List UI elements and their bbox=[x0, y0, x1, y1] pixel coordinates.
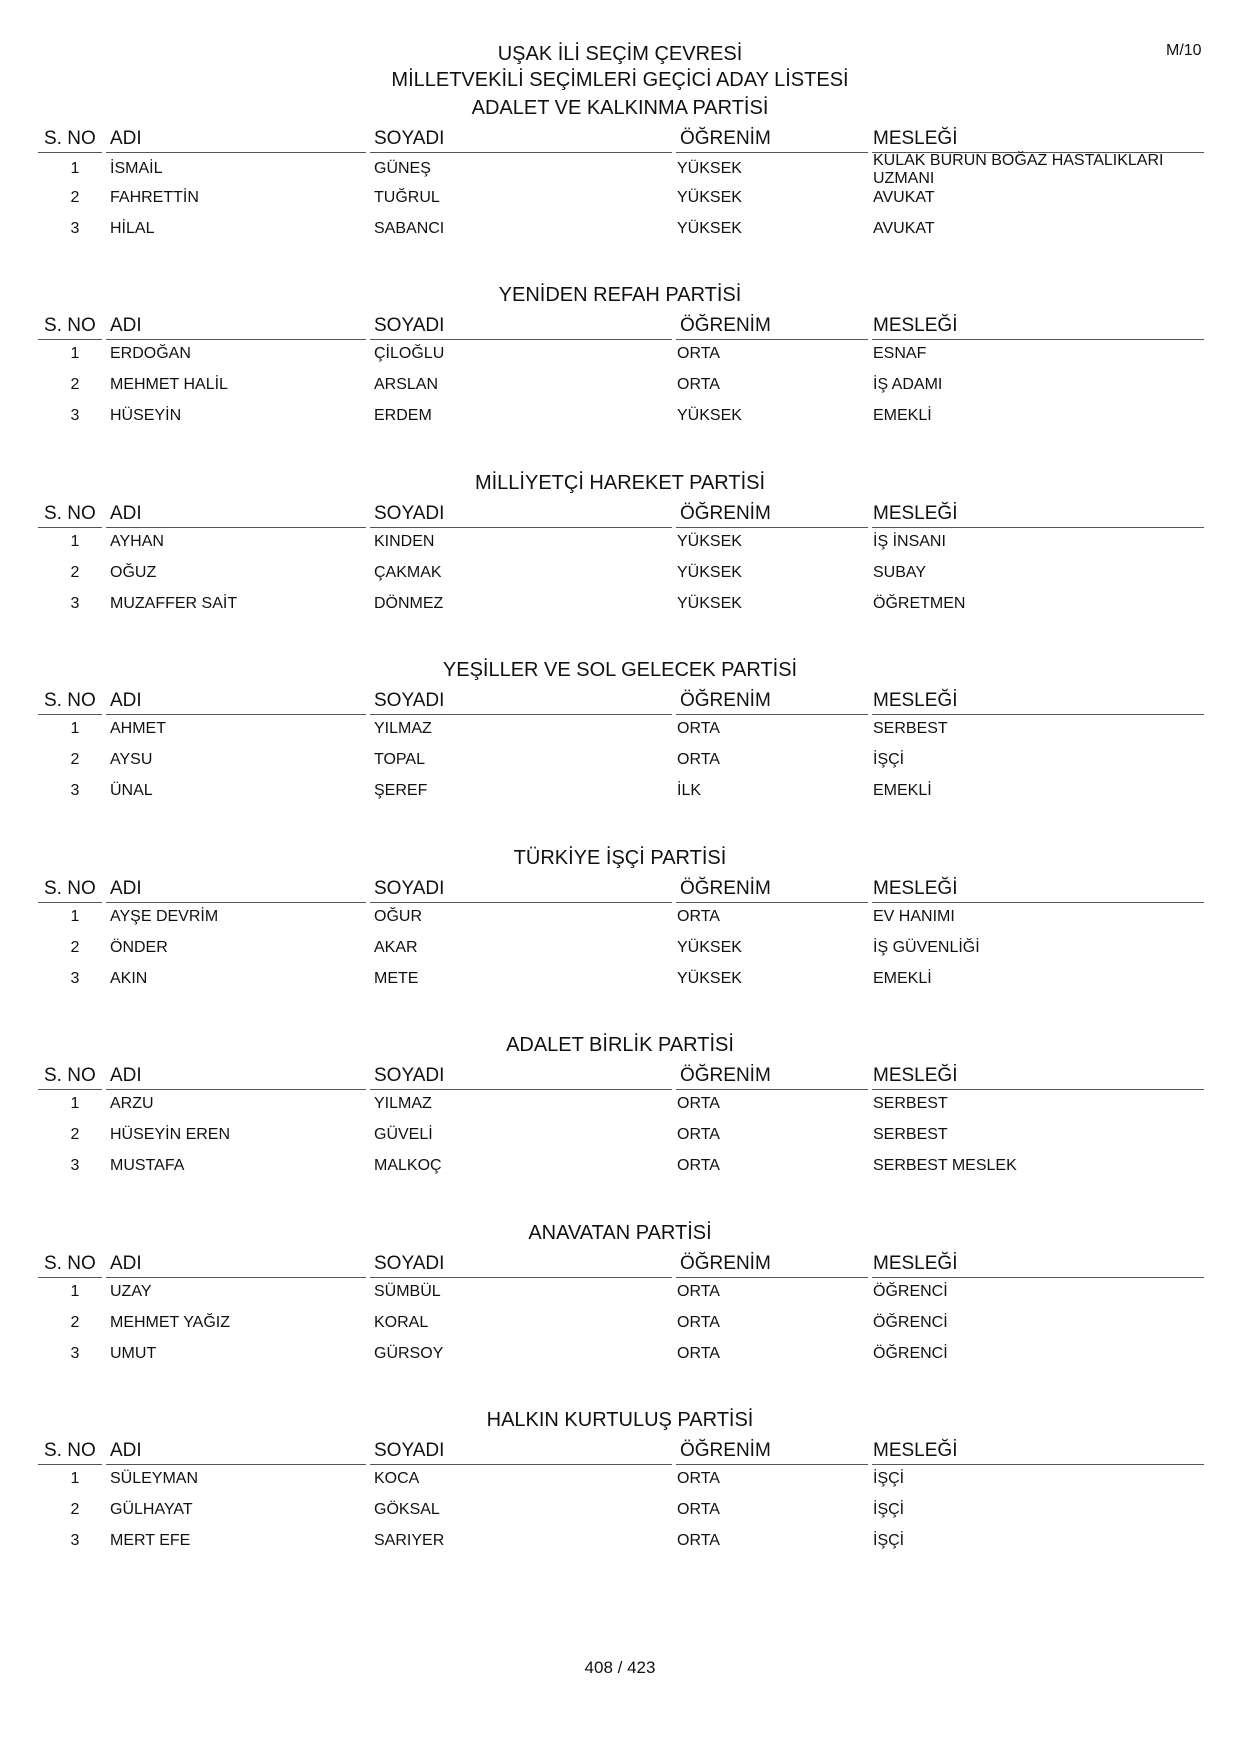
column-header-adi: ADI bbox=[110, 315, 142, 336]
meslek-cell: EV HANIMI bbox=[873, 908, 955, 925]
document-title-line1: UŞAK İLİ SEÇİM ÇEVRESİ bbox=[497, 43, 743, 65]
column-header-adi: ADI bbox=[110, 690, 142, 711]
ogrenim-cell: YÜKSEK bbox=[677, 407, 742, 424]
table-row bbox=[0, 189, 1240, 213]
sno-cell: 3 bbox=[70, 595, 80, 612]
sno-cell: 3 bbox=[70, 782, 80, 799]
table-row bbox=[0, 1314, 1240, 1338]
column-header-meslek: MESLEĞİ bbox=[873, 315, 958, 336]
header-underline bbox=[370, 1277, 672, 1278]
column-header-adi: ADI bbox=[110, 1065, 142, 1086]
sno-cell: 2 bbox=[70, 1126, 80, 1143]
header-underline bbox=[676, 527, 868, 528]
meslek-cell: ÖĞRENCİ bbox=[873, 1345, 948, 1362]
soyadi-cell: SARIYER bbox=[374, 1532, 445, 1549]
column-header-sno: S. NO bbox=[44, 128, 96, 149]
sno-cell: 1 bbox=[70, 1470, 80, 1487]
adi-cell: HİLAL bbox=[110, 220, 155, 237]
meslek-cell: ÖĞRENCİ bbox=[873, 1314, 948, 1331]
table-row bbox=[0, 1095, 1240, 1119]
meslek-cell: SERBEST bbox=[873, 1126, 948, 1143]
meslek-cell: İŞÇİ bbox=[873, 1501, 905, 1518]
ogrenim-cell: YÜKSEK bbox=[677, 533, 742, 550]
table-row bbox=[0, 564, 1240, 588]
ogrenim-cell: YÜKSEK bbox=[677, 189, 742, 206]
header-underline bbox=[38, 339, 102, 340]
soyadi-cell: OĞUR bbox=[374, 908, 422, 925]
meslek-cell: İŞÇİ bbox=[873, 1470, 905, 1487]
column-header-soyadi: SOYADI bbox=[374, 503, 445, 524]
column-header-soyadi: SOYADI bbox=[374, 315, 445, 336]
ogrenim-cell: YÜKSEK bbox=[677, 160, 742, 177]
soyadi-cell: ŞEREF bbox=[374, 782, 428, 799]
party-section bbox=[0, 283, 1240, 443]
table-row bbox=[0, 595, 1240, 619]
ogrenim-cell: YÜKSEK bbox=[677, 970, 742, 987]
header-underline bbox=[370, 902, 672, 903]
ogrenim-cell: ORTA bbox=[677, 1345, 720, 1362]
sno-cell: 1 bbox=[70, 908, 80, 925]
adi-cell: MEHMET YAĞIZ bbox=[110, 1314, 231, 1331]
meslek-cell: AVUKAT bbox=[873, 189, 935, 206]
adi-cell: ERDOĞAN bbox=[110, 345, 191, 362]
sno-cell: 3 bbox=[70, 407, 80, 424]
header-underline bbox=[676, 1089, 868, 1090]
table-row bbox=[0, 1126, 1240, 1150]
meslek-cell: KULAK BURUN BOĞAZ HASTALIKLARI UZMANI bbox=[873, 152, 1164, 187]
adi-cell: HÜSEYİN bbox=[110, 407, 182, 424]
sno-cell: 2 bbox=[70, 1501, 80, 1518]
column-header-sno: S. NO bbox=[44, 1253, 96, 1274]
soyadi-cell: ARSLAN bbox=[374, 376, 439, 393]
meslek-cell: SUBAY bbox=[873, 564, 927, 581]
column-header-adi: ADI bbox=[110, 878, 142, 899]
ogrenim-cell: ORTA bbox=[677, 1126, 720, 1143]
sno-cell: 3 bbox=[70, 970, 80, 987]
adi-cell: FAHRETTİN bbox=[110, 189, 199, 206]
party-title: HALKIN KURTULUŞ PARTİSİ bbox=[486, 1409, 754, 1431]
meslek-cell: ÖĞRENCİ bbox=[873, 1283, 948, 1300]
adi-cell: AYSU bbox=[110, 751, 153, 768]
party-title: ADALET BİRLİK PARTİSİ bbox=[506, 1034, 734, 1056]
table-row bbox=[0, 970, 1240, 994]
sno-cell: 1 bbox=[70, 533, 80, 550]
column-header-soyadi: SOYADI bbox=[374, 878, 445, 899]
table-row bbox=[0, 751, 1240, 775]
meslek-cell: SERBEST bbox=[873, 720, 948, 737]
header-underline bbox=[872, 1464, 1204, 1465]
adi-cell: MUZAFFER SAİT bbox=[110, 595, 238, 612]
column-header-ogrenim: ÖĞRENİM bbox=[680, 128, 771, 149]
adi-cell: AYŞE DEVRİM bbox=[110, 908, 219, 925]
adi-cell: SÜLEYMAN bbox=[110, 1470, 199, 1487]
soyadi-cell: KINDEN bbox=[374, 533, 435, 550]
adi-cell: ÜNAL bbox=[110, 782, 153, 799]
column-header-ogrenim: ÖĞRENİM bbox=[680, 315, 771, 336]
header-underline bbox=[38, 1277, 102, 1278]
column-header-meslek: MESLEĞİ bbox=[873, 690, 958, 711]
soyadi-cell: TOPAL bbox=[374, 751, 425, 768]
party-title: YEŞİLLER VE SOL GELECEK PARTİSİ bbox=[442, 659, 798, 681]
table-row bbox=[0, 720, 1240, 744]
soyadi-cell: SABANCI bbox=[374, 220, 445, 237]
table-row bbox=[0, 1532, 1240, 1556]
sno-cell: 2 bbox=[70, 376, 80, 393]
table-row bbox=[0, 345, 1240, 369]
sno-cell: 1 bbox=[70, 1283, 80, 1300]
ogrenim-cell: ORTA bbox=[677, 1501, 720, 1518]
sno-cell: 1 bbox=[70, 720, 80, 737]
column-header-meslek: MESLEĞİ bbox=[873, 1253, 958, 1274]
column-header-adi: ADI bbox=[110, 128, 142, 149]
header-underline bbox=[370, 339, 672, 340]
column-header-sno: S. NO bbox=[44, 690, 96, 711]
party-title: ADALET VE KALKINMA PARTİSİ bbox=[471, 97, 769, 119]
header-underline bbox=[38, 527, 102, 528]
sno-cell: 3 bbox=[70, 1532, 80, 1549]
adi-cell: UMUT bbox=[110, 1345, 157, 1362]
soyadi-cell: SÜMBÜL bbox=[374, 1283, 441, 1300]
column-header-soyadi: SOYADI bbox=[374, 690, 445, 711]
column-header-meslek: MESLEĞİ bbox=[873, 1065, 958, 1086]
header-underline bbox=[106, 527, 366, 528]
table-row bbox=[0, 376, 1240, 400]
adi-cell: ÖNDER bbox=[110, 939, 168, 956]
soyadi-cell: ÇAKMAK bbox=[374, 564, 442, 581]
soyadi-cell: GÜNEŞ bbox=[374, 160, 431, 177]
adi-cell: GÜLHAYAT bbox=[110, 1501, 193, 1518]
header-underline bbox=[676, 714, 868, 715]
meslek-cell: ESNAF bbox=[873, 345, 927, 362]
column-header-adi: ADI bbox=[110, 503, 142, 524]
party-section bbox=[0, 1408, 1240, 1568]
column-header-sno: S. NO bbox=[44, 1440, 96, 1461]
column-header-ogrenim: ÖĞRENİM bbox=[680, 1253, 771, 1274]
soyadi-cell: KORAL bbox=[374, 1314, 429, 1331]
header-underline bbox=[872, 1277, 1204, 1278]
sno-cell: 2 bbox=[70, 939, 80, 956]
sno-cell: 1 bbox=[70, 345, 80, 362]
ogrenim-cell: ORTA bbox=[677, 1470, 720, 1487]
adi-cell: OĞUZ bbox=[110, 564, 157, 581]
header-underline bbox=[872, 902, 1204, 903]
column-header-ogrenim: ÖĞRENİM bbox=[680, 1440, 771, 1461]
column-header-sno: S. NO bbox=[44, 1065, 96, 1086]
header-underline bbox=[106, 902, 366, 903]
party-section bbox=[0, 1033, 1240, 1193]
ogrenim-cell: ORTA bbox=[677, 345, 720, 362]
party-section bbox=[0, 471, 1240, 631]
table-row bbox=[0, 407, 1240, 431]
column-header-meslek: MESLEĞİ bbox=[873, 1440, 958, 1461]
soyadi-cell: GÖKSAL bbox=[374, 1501, 440, 1518]
meslek-cell: İŞÇİ bbox=[873, 751, 905, 768]
ogrenim-cell: YÜKSEK bbox=[677, 220, 742, 237]
party-section bbox=[0, 1221, 1240, 1381]
header-underline bbox=[872, 339, 1204, 340]
table-row bbox=[0, 1470, 1240, 1494]
sno-cell: 2 bbox=[70, 564, 80, 581]
meslek-cell: İŞ GÜVENLİĞİ bbox=[873, 939, 980, 956]
header-underline bbox=[38, 1089, 102, 1090]
sno-cell: 3 bbox=[70, 220, 80, 237]
ogrenim-cell: ORTA bbox=[677, 376, 720, 393]
column-header-adi: ADI bbox=[110, 1440, 142, 1461]
header-underline bbox=[106, 714, 366, 715]
sno-cell: 3 bbox=[70, 1345, 80, 1362]
table-row bbox=[0, 939, 1240, 963]
party-section bbox=[0, 658, 1240, 818]
sno-cell: 2 bbox=[70, 751, 80, 768]
header-underline bbox=[676, 1277, 868, 1278]
meslek-cell: EMEKLİ bbox=[873, 970, 932, 987]
soyadi-cell: YILMAZ bbox=[374, 1095, 432, 1112]
adi-cell: HÜSEYİN EREN bbox=[110, 1126, 231, 1143]
ogrenim-cell: ORTA bbox=[677, 1283, 720, 1300]
meslek-cell: EMEKLİ bbox=[873, 407, 932, 424]
column-header-meslek: MESLEĞİ bbox=[873, 503, 958, 524]
table-row bbox=[0, 533, 1240, 557]
header-underline bbox=[38, 902, 102, 903]
sno-cell: 2 bbox=[70, 1314, 80, 1331]
meslek-cell: EMEKLİ bbox=[873, 782, 932, 799]
adi-cell: AYHAN bbox=[110, 533, 164, 550]
column-header-ogrenim: ÖĞRENİM bbox=[680, 690, 771, 711]
ogrenim-cell: YÜKSEK bbox=[677, 564, 742, 581]
meslek-cell: İŞÇİ bbox=[873, 1532, 905, 1549]
soyadi-cell: DÖNMEZ bbox=[374, 595, 444, 612]
adi-cell: MEHMET HALİL bbox=[110, 376, 228, 393]
header-underline bbox=[38, 1464, 102, 1465]
soyadi-cell: YILMAZ bbox=[374, 720, 432, 737]
soyadi-cell: TUĞRUL bbox=[374, 189, 440, 206]
header-underline bbox=[370, 1464, 672, 1465]
sno-cell: 1 bbox=[70, 160, 80, 177]
table-row bbox=[0, 1157, 1240, 1181]
meslek-cell: İŞ ADAMI bbox=[873, 376, 943, 393]
header-underline bbox=[106, 1277, 366, 1278]
adi-cell: UZAY bbox=[110, 1283, 152, 1300]
table-row bbox=[0, 782, 1240, 806]
adi-cell: MUSTAFA bbox=[110, 1157, 185, 1174]
meslek-cell: SERBEST bbox=[873, 1095, 948, 1112]
page-number: 408 / 423 bbox=[584, 1658, 656, 1677]
party-title: ANAVATAN PARTİSİ bbox=[528, 1222, 712, 1244]
sno-cell: 3 bbox=[70, 1157, 80, 1174]
party-title: MİLLİYETÇİ HAREKET PARTİSİ bbox=[474, 472, 766, 494]
sno-cell: 1 bbox=[70, 1095, 80, 1112]
meslek-cell: ÖĞRETMEN bbox=[873, 595, 966, 612]
adi-cell: AHMET bbox=[110, 720, 166, 737]
header-underline bbox=[676, 902, 868, 903]
header-underline bbox=[106, 1464, 366, 1465]
soyadi-cell: AKAR bbox=[374, 939, 418, 956]
party-section bbox=[0, 96, 1240, 256]
ogrenim-cell: ORTA bbox=[677, 751, 720, 768]
column-header-meslek: MESLEĞİ bbox=[873, 128, 958, 149]
soyadi-cell: KOCA bbox=[374, 1470, 420, 1487]
table-row bbox=[0, 1345, 1240, 1369]
ogrenim-cell: İLK bbox=[677, 782, 702, 799]
ogrenim-cell: YÜKSEK bbox=[677, 595, 742, 612]
ogrenim-cell: ORTA bbox=[677, 1095, 720, 1112]
table-row bbox=[0, 220, 1240, 244]
meslek-cell: AVUKAT bbox=[873, 220, 935, 237]
column-header-soyadi: SOYADI bbox=[374, 1253, 445, 1274]
column-header-soyadi: SOYADI bbox=[374, 128, 445, 149]
adi-cell: MERT EFE bbox=[110, 1532, 191, 1549]
column-header-ogrenim: ÖĞRENİM bbox=[680, 503, 771, 524]
header-underline bbox=[676, 1464, 868, 1465]
ogrenim-cell: ORTA bbox=[677, 720, 720, 737]
column-header-sno: S. NO bbox=[44, 315, 96, 336]
ogrenim-cell: YÜKSEK bbox=[677, 939, 742, 956]
ogrenim-cell: ORTA bbox=[677, 1314, 720, 1331]
adi-cell: AKIN bbox=[110, 970, 148, 987]
header-underline bbox=[370, 714, 672, 715]
soyadi-cell: ERDEM bbox=[374, 407, 432, 424]
column-header-soyadi: SOYADI bbox=[374, 1440, 445, 1461]
soyadi-cell: METE bbox=[374, 970, 419, 987]
column-header-sno: S. NO bbox=[44, 878, 96, 899]
soyadi-cell: ÇİLOĞLU bbox=[374, 345, 445, 362]
table-row bbox=[0, 1283, 1240, 1307]
meslek-cell: İŞ İNSANI bbox=[873, 533, 946, 550]
column-header-ogrenim: ÖĞRENİM bbox=[680, 878, 771, 899]
soyadi-cell: GÜVELİ bbox=[374, 1126, 433, 1143]
adi-cell: ARZU bbox=[110, 1095, 154, 1112]
header-underline bbox=[106, 339, 366, 340]
ogrenim-cell: ORTA bbox=[677, 1532, 720, 1549]
header-underline bbox=[370, 1089, 672, 1090]
sno-cell: 2 bbox=[70, 189, 80, 206]
ogrenim-cell: ORTA bbox=[677, 908, 720, 925]
form-code: M/10 bbox=[1166, 42, 1202, 59]
party-title: TÜRKİYE İŞÇİ PARTİSİ bbox=[513, 847, 727, 869]
adi-cell: İSMAİL bbox=[110, 160, 163, 177]
header-underline bbox=[872, 527, 1204, 528]
column-header-meslek: MESLEĞİ bbox=[873, 878, 958, 899]
soyadi-cell: GÜRSOY bbox=[374, 1345, 444, 1362]
header-underline bbox=[872, 714, 1204, 715]
header-underline bbox=[676, 339, 868, 340]
header-underline bbox=[106, 1089, 366, 1090]
soyadi-cell: MALKOÇ bbox=[374, 1157, 442, 1174]
table-row bbox=[0, 908, 1240, 932]
header-underline bbox=[872, 1089, 1204, 1090]
party-section bbox=[0, 846, 1240, 1006]
header-underline bbox=[38, 714, 102, 715]
column-header-ogrenim: ÖĞRENİM bbox=[680, 1065, 771, 1086]
column-header-adi: ADI bbox=[110, 1253, 142, 1274]
ogrenim-cell: ORTA bbox=[677, 1157, 720, 1174]
table-row bbox=[0, 152, 1240, 187]
party-title: YENİDEN REFAH PARTİSİ bbox=[498, 284, 742, 306]
header-underline bbox=[370, 527, 672, 528]
document-title-line2: MİLLETVEKİLİ SEÇİMLERİ GEÇİCİ ADAY LİSTESİ bbox=[391, 69, 849, 91]
column-header-soyadi: SOYADI bbox=[374, 1065, 445, 1086]
meslek-cell: SERBEST MESLEK bbox=[873, 1157, 1017, 1174]
table-row bbox=[0, 1501, 1240, 1525]
column-header-sno: S. NO bbox=[44, 503, 96, 524]
